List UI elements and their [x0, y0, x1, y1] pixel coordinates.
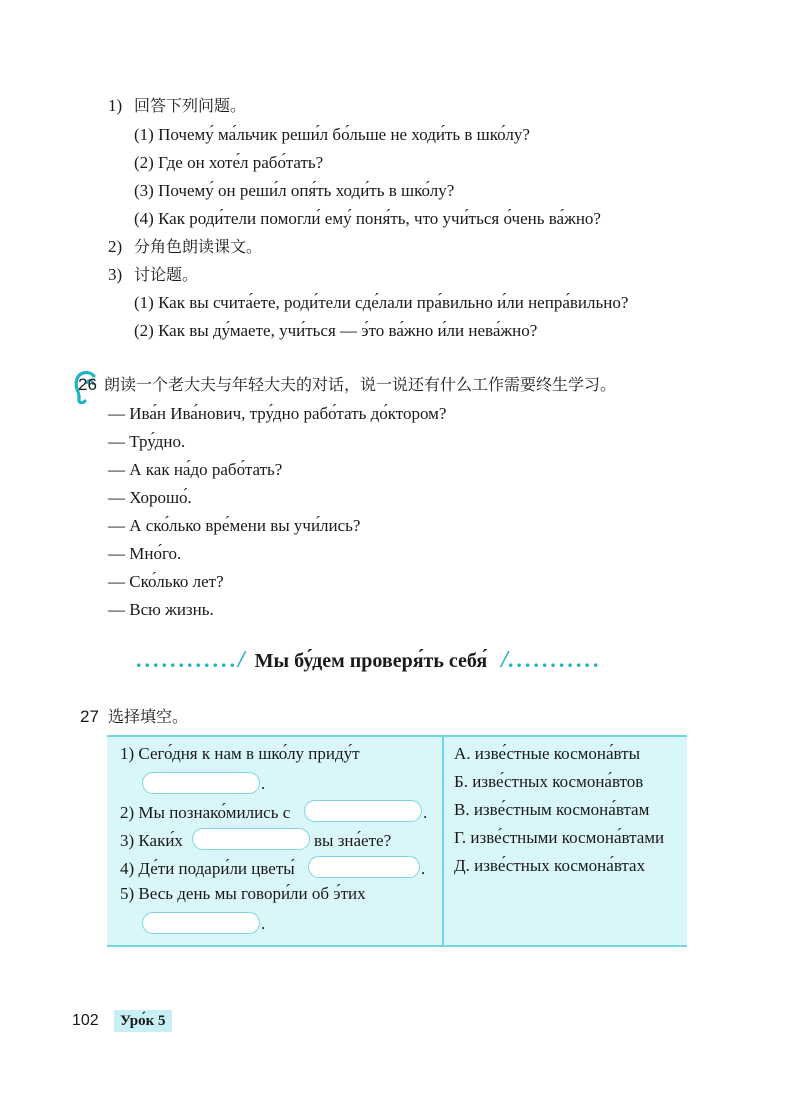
sentence-4-end: .: [421, 859, 426, 878]
dialogue-line: — Мно́го.: [108, 544, 182, 563]
blank-field-2[interactable]: [304, 800, 422, 822]
sentence-1-end: .: [261, 774, 266, 793]
task-item-3: [108, 265, 198, 285]
question-2: (2) Где он хоте́л рабо́тать?: [134, 153, 324, 172]
sentence-4: 4) Де́ти подари́ли цветы́: [120, 859, 295, 878]
discussion-question-1: (1) Как вы счита́ете, роди́тели сде́лали пра́вильно и́ли непра́вильно?: [134, 293, 629, 312]
task-item-title: 回答下列问题。: [134, 96, 247, 115]
section-title: Мы бу́дем проверя́ть себя́: [254, 650, 488, 672]
task-item-2: [108, 237, 262, 257]
lesson-tag: Уро́к 5: [114, 1010, 172, 1032]
option-c: В. изве́стным космона́втам: [454, 800, 650, 819]
blank-field-3[interactable]: [192, 828, 310, 850]
sentence-3-end: вы зна́ете?: [314, 831, 392, 850]
sentence-3: 3) Каки́х: [120, 831, 183, 850]
heading-slash-left: /: [238, 647, 245, 673]
page-number: 102: [72, 1012, 99, 1029]
heading-dots-left: ............: [136, 647, 238, 672]
task-item-title: 讨论题。: [134, 265, 199, 284]
dialogue-line: — Ско́лько лет?: [108, 572, 224, 591]
exercise-27-divider: [442, 735, 444, 947]
option-e: Д. изве́стных космона́втах: [454, 856, 646, 875]
blank-field-4[interactable]: [308, 856, 420, 878]
heading-dots-right: ...........: [507, 647, 602, 672]
dialogue-line: — Ива́н Ива́нович, тру́дно рабо́тать до́ктором?: [108, 404, 447, 423]
sentence-2-end: .: [423, 803, 428, 822]
dialogue-line: — А ско́лько вре́мени вы учи́лись?: [108, 516, 361, 535]
exercise-number: 27: [80, 707, 99, 726]
sentence-1: 1) Сего́дня к нам в шко́лу приду́т: [120, 744, 360, 763]
option-a: А. изве́стные космона́вты: [454, 744, 640, 763]
task-item-title: 分角色朗读课文。: [134, 237, 263, 256]
dialogue-line: — Хорошо́.: [108, 488, 192, 507]
question-3: (3) Почему́ он реши́л опя́ть ходи́ть в шко́лу?: [134, 181, 455, 200]
dialogue-line: — Тру́дно.: [108, 432, 186, 451]
sentence-2: 2) Мы познако́мились с: [120, 803, 291, 822]
exercise-26-header: [78, 375, 616, 395]
task-item-number: 3): [108, 265, 123, 284]
option-b: Б. изве́стных космона́втов: [454, 772, 644, 791]
blank-field-1[interactable]: [142, 772, 260, 794]
sentence-5: 5) Весь день мы говори́ли об э́тих: [120, 884, 366, 903]
exercise-number: 26: [78, 375, 97, 394]
blank-field-5[interactable]: [142, 912, 260, 934]
section-heading: [136, 646, 601, 677]
dialogue-line: — А как на́до рабо́тать?: [108, 460, 283, 479]
exercise-instruction: 选择填空。: [108, 707, 189, 726]
exercise-instruction: 朗读一个老大夫与年轻大夫的对话，说一说还有什么工作需要终生学习。: [104, 375, 617, 394]
question-4: (4) Как роди́тели помогли́ ему́ поня́ть, что учи́ться о́чень ва́жно?: [134, 209, 601, 228]
discussion-question-2: (2) Как вы ду́маете, учи́ться — э́то ва́жно и́ли нева́жно?: [134, 321, 538, 340]
dialogue-line: — Всю жизнь.: [108, 600, 214, 619]
option-d: Г. изве́стными космона́втами: [454, 828, 665, 847]
task-item-number: 1): [108, 96, 123, 115]
task-item-1: [108, 96, 246, 116]
question-1: (1) Почему́ ма́льчик реши́л бо́льше не ходи́ть в шко́лу?: [134, 125, 530, 144]
task-item-number: 2): [108, 237, 123, 256]
sentence-5-end: .: [261, 914, 266, 933]
heading-slash-right: /: [501, 647, 508, 673]
exercise-27-header: [80, 707, 188, 727]
